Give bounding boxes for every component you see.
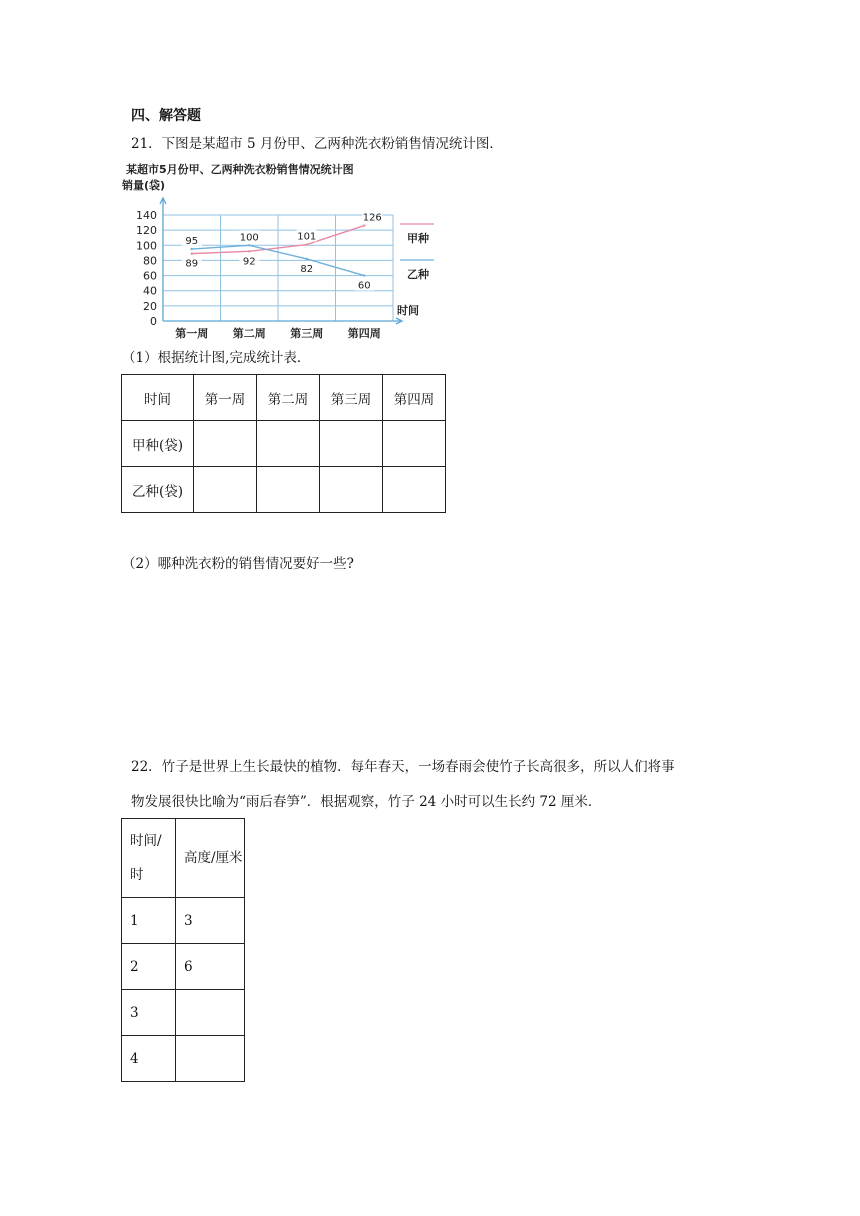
q22-growth-table (121, 818, 245, 1082)
q21-part1: （1）根据统计图,完成统计表． (122, 350, 311, 366)
chart-legend (400, 224, 434, 281)
data-label: 101 (297, 231, 317, 243)
data-label: 100 (239, 232, 259, 244)
height-cell: 3 (176, 898, 245, 944)
table-header-cell: 时间/时 (122, 819, 176, 898)
row-label: 乙种(袋) (122, 467, 194, 513)
answer-cell[interactable] (383, 421, 446, 467)
table-row (122, 990, 245, 1036)
data-point (306, 243, 308, 245)
q21-part2: （2）哪种洗衣粉的销售情况要好一些? (122, 556, 354, 572)
height-cell[interactable] (176, 990, 245, 1036)
table-header-cell: 第二周 (257, 375, 320, 421)
table-row (122, 898, 245, 944)
legend-label: 甲种 (407, 232, 429, 245)
height-cell: 6 (176, 944, 245, 990)
table-row (122, 421, 446, 467)
x-tick-label: 第二周 (232, 327, 266, 340)
data-point (363, 274, 365, 276)
q21-stat-table (121, 374, 446, 513)
chart-x-axis-label: 时间 (397, 304, 419, 317)
y-tick-label: 140 (136, 209, 157, 222)
x-tick-label: 第四周 (347, 327, 381, 340)
y-tick-label: 100 (136, 239, 157, 253)
y-tick-label: 60 (143, 269, 157, 283)
chart-y-axis-label: 销量(袋) (122, 179, 166, 192)
q21-stem: 21．下图是某超市 5 月份甲、乙两种洗衣粉销售情况统计图． (131, 136, 503, 152)
chart-x-ticks (175, 326, 381, 340)
sales-line-chart (118, 158, 438, 342)
time-cell: 1 (122, 898, 176, 944)
data-point (363, 224, 365, 226)
data-label: 82 (300, 263, 314, 275)
table-row (122, 1036, 245, 1082)
x-tick-label: 第一周 (175, 327, 209, 340)
chart-title: 某超市5月份甲、乙两种洗衣粉销售情况统计图 (126, 163, 354, 176)
y-tick-label: 20 (143, 299, 157, 313)
data-point (306, 258, 308, 260)
table-header-cell: 第四周 (383, 375, 446, 421)
table-header-row (122, 375, 446, 421)
table-header-cell: 高度/厘米 (176, 819, 245, 898)
data-label: 60 (357, 280, 371, 292)
table-header-cell: 时间 (122, 375, 194, 421)
time-cell: 3 (122, 990, 176, 1036)
y-tick-label: 0 (150, 315, 157, 328)
table-header-cell: 第一周 (194, 375, 257, 421)
row-label: 甲种(袋) (122, 421, 194, 467)
data-point (191, 252, 193, 254)
answer-cell[interactable] (257, 421, 320, 467)
q22-text-line2: 物发展很快比喻为“雨后春笋”．根据观察，竹子 24 小时可以生长约 72 厘米． (131, 794, 602, 810)
section-title: 四、解答题 (131, 108, 201, 124)
chart-y-ticks (136, 209, 157, 328)
table-row (122, 944, 245, 990)
y-tick-label: 120 (136, 224, 157, 238)
legend-label: 乙种 (407, 268, 429, 281)
table-header-row (122, 819, 245, 898)
time-cell: 4 (122, 1036, 176, 1082)
x-tick-label: 第三周 (290, 327, 324, 340)
data-label: 126 (362, 212, 382, 224)
chart-data-labels (182, 211, 383, 292)
answer-cell[interactable] (194, 421, 257, 467)
answer-cell[interactable] (194, 467, 257, 513)
answer-cell[interactable] (257, 467, 320, 513)
data-label: 89 (185, 258, 199, 270)
data-label: 95 (185, 236, 199, 248)
table-row (122, 467, 446, 513)
answer-cell[interactable] (383, 467, 446, 513)
data-point (248, 250, 250, 252)
y-tick-label: 40 (143, 284, 157, 298)
answer-cell[interactable] (320, 467, 383, 513)
table-header-cell: 第三周 (320, 375, 383, 421)
answer-cell[interactable] (320, 421, 383, 467)
data-point (191, 248, 193, 250)
y-tick-label: 80 (143, 254, 157, 268)
q22-text-line1: 22．竹子是世界上生长最快的植物．每年春天，一场春雨会使竹子长高很多，所以人们将事 (131, 759, 675, 775)
data-point (248, 244, 250, 246)
data-label: 92 (242, 256, 256, 268)
height-cell[interactable] (176, 1036, 245, 1082)
time-cell: 2 (122, 944, 176, 990)
